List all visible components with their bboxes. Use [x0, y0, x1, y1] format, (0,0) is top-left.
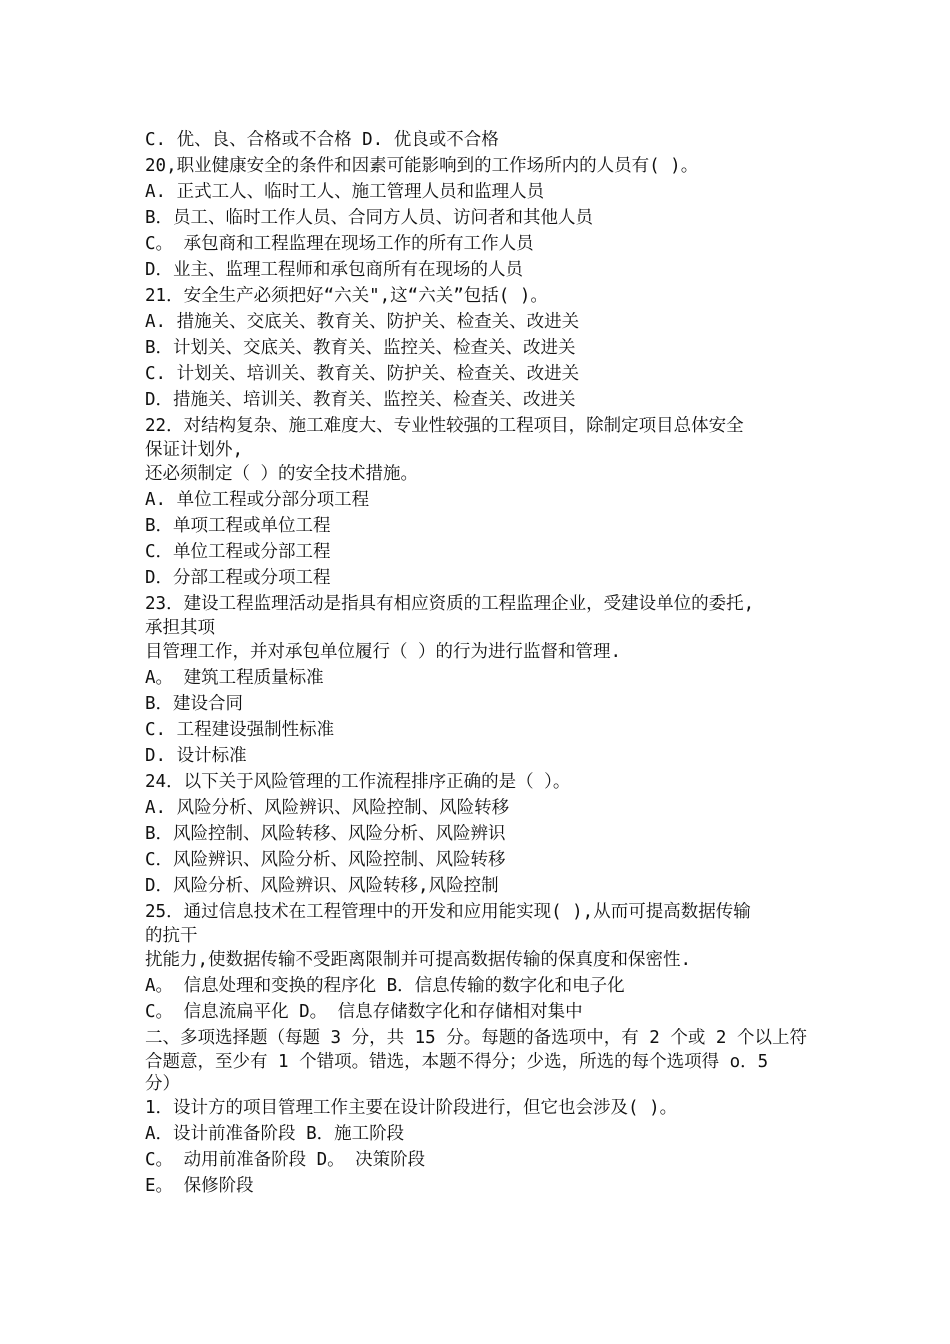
option-line: D．分部工程或分项工程	[145, 568, 331, 588]
section-heading-continuation: 分）	[145, 1074, 180, 1094]
question-22-continuation: 还必须制定（ ）的安全技术措施。	[145, 464, 419, 484]
question-24: 24．以下关于风险管理的工作流程排序正确的是（ ）。	[145, 772, 571, 792]
option-line: A. 措施关、交底关、教育关、防护关、检查关、改进关	[145, 312, 580, 332]
option-line: D．业主、监理工程师和承包商所有在现场的人员	[145, 260, 524, 280]
section-heading: 二、多项选择题（每题 3 分，共 15 分。每题的备选项中，有 2 个或 2 个以上符	[145, 1028, 807, 1048]
option-line: C。 信息流扁平化 D。 信息存储数字化和存储相对集中	[145, 1002, 583, 1022]
option-line: A。 建筑工程质量标准	[145, 668, 324, 688]
option-line: A. 正式工人、临时工人、施工管理人员和监理人员	[145, 182, 545, 202]
option-line: B．员工、临时工作人员、合同方人员、访问者和其他人员	[145, 208, 594, 228]
option-line: D. 设计标准	[145, 746, 247, 766]
option-line: B．单项工程或单位工程	[145, 516, 331, 536]
question-1: 1．设计方的项目管理工作主要在设计阶段进行，但它也会涉及( )。	[145, 1098, 678, 1118]
option-line: B．风险控制、风险转移、风险分析、风险辨识	[145, 824, 506, 844]
option-line: C. 计划关、培训关、教育关、防护关、检查关、改进关	[145, 364, 580, 384]
question-22: 22．对结构复杂、施工难度大、专业性较强的工程项目，除制定项目总体安全	[145, 416, 744, 436]
question-25-continuation: 扰能力,使数据传输不受距离限制并可提高数据传输的保真度和保密性.	[145, 950, 692, 970]
option-line: C。 承包商和工程监理在现场工作的所有工作人员	[145, 234, 534, 254]
document-page	[145, 127, 825, 1199]
option-line: D．风险分析、风险辨识、风险转移,风险控制	[145, 876, 499, 896]
option-line: C。 动用前准备阶段 D。 决策阶段	[145, 1150, 426, 1170]
option-line: A．设计前准备阶段 B．施工阶段	[145, 1124, 405, 1144]
option-line: D．措施关、培训关、教育关、监控关、检查关、改进关	[145, 390, 576, 410]
option-line: C．风险辨识、风险分析、风险控制、风险转移	[145, 850, 506, 870]
option-line: A. 风险分析、风险辨识、风险控制、风险转移	[145, 798, 510, 818]
question-23-continuation: 目管理工作，并对承包单位履行（ ）的行为进行监督和管理.	[145, 642, 622, 662]
question-22-continuation: 保证计划外,	[145, 440, 244, 460]
question-20: 20,职业健康安全的条件和因素可能影响到的工作场所内的人员有( )。	[145, 156, 699, 176]
option-line: B．建设合同	[145, 694, 244, 714]
option-line: C．单位工程或分部工程	[145, 542, 331, 562]
option-line: C. 工程建设强制性标准	[145, 720, 335, 740]
option-line: E。 保修阶段	[145, 1176, 254, 1196]
question-21: 21．安全生产必须把好“六关",这“六关”包括( )。	[145, 286, 548, 306]
question-23-continuation: 承担其项	[145, 618, 215, 638]
option-line: A. 单位工程或分部分项工程	[145, 490, 370, 510]
section-heading-continuation: 合题意，至少有 1 个错项。错选，本题不得分；少选，所选的每个选项得 o．5	[145, 1052, 769, 1072]
option-line: A。 信息处理和变换的程序化 B．信息传输的数字化和电子化	[145, 976, 625, 996]
option-line: B．计划关、交底关、教育关、监控关、检查关、改进关	[145, 338, 576, 358]
question-23: 23．建设工程监理活动是指具有相应资质的工程监理企业，受建设单位的委托,	[145, 594, 755, 614]
question-25: 25．通过信息技术在工程管理中的开发和应用能实现( ),从而可提高数据传输	[145, 902, 751, 922]
text-line: C. 优、良、合格或不合格 D. 优良或不合格	[145, 130, 499, 150]
question-25-continuation: 的抗干	[145, 926, 198, 946]
